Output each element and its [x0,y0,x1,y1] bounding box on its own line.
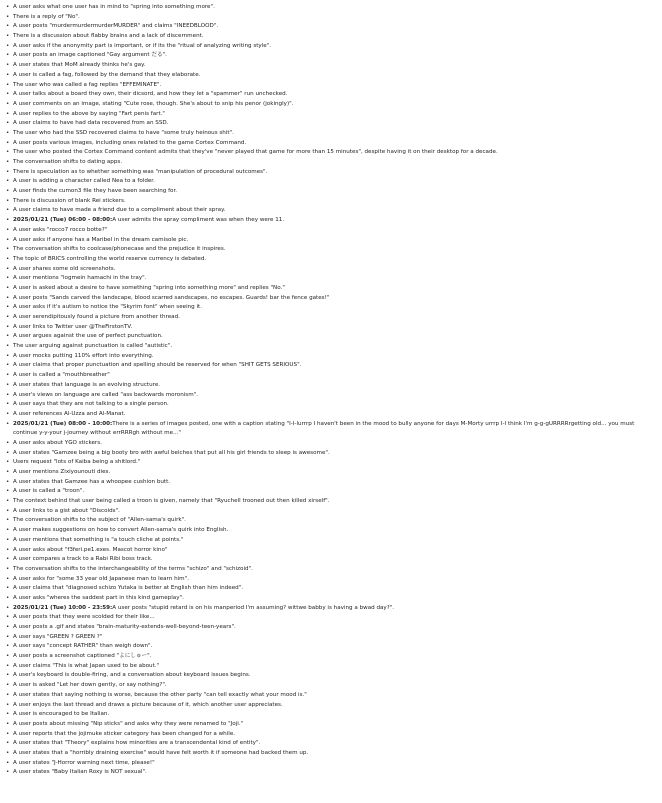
summary-text: A user asks about YGO stickers. [13,439,102,446]
summary-item [6,187,656,197]
summary-item [6,32,656,42]
summary-item [6,623,656,633]
summary-item [6,526,656,536]
summary-item [6,216,656,226]
summary-item [6,265,656,275]
summary-text: A user claims to have had data recovered from an SSD. [13,120,169,127]
summary-item [6,555,656,565]
summary-item [6,565,656,575]
summary-item [6,22,656,32]
summary-item [6,633,656,643]
summary-item [6,42,656,52]
summary-text: A user states that a "horribly draining exercise" would have felt worth it if someone had backed them up. [13,749,309,756]
summary-text: The user arguing against punctuation is called "autistic". [13,343,173,350]
summary-text: A user posts that they were scolded for their like... [13,614,155,621]
summary-item [6,332,656,342]
summary-item [6,497,656,507]
summary-item [6,681,656,691]
summary-item [6,71,656,81]
summary-item [6,177,656,187]
summary-item [6,352,656,362]
summary-item [6,478,656,488]
summary-text: A user claims that "diagnosed schizo Yutaka is better at English than him indeed". [13,585,244,592]
summary-text: A user claims to have made a friend due to a compliment about their spray. [13,207,226,214]
time-range-label: 2025/01/21 (Tue) 10:00 - 23:59: [13,604,113,611]
summary-item [6,100,656,110]
summary-text: A user states "J-Horror warning next time, please!" [13,759,155,766]
summary-text: A user posts a screenshot captioned "よにしゅー". [13,653,152,660]
summary-text: A user posts an image captioned "Gay argument だる". [13,52,167,59]
summary-item [6,110,656,120]
summary-item [6,584,656,594]
summary-text: A user enjoys the last thread and draws a picture because of it, which another user appreciates. [13,701,283,708]
summary-item [6,294,656,304]
summary-text: A user asks "rocco7 rocco botte?" [13,226,108,233]
summary-text: A user references Al-Uzza and Al-Manat. [13,410,126,417]
summary-text: A user is called a "mouthbreather" [13,372,110,379]
summary-text: A user states that Gamzee has a whoopee cushion butt. [13,478,171,485]
summary-item [6,652,656,662]
summary-item [6,391,656,401]
summary-text: Users request "lots of Kaiba being a shitlord." [13,459,141,466]
summary-text: A user comments on an image, stating "Cute rose, though. She's about to snip his penor (jokingly)". [13,100,294,107]
summary-text: A user posts about missing "Nip sticks" and asks why they were renamed to "Joji." [13,720,244,727]
summary-item [6,51,656,61]
summary-text: A user says "GREEN ? GREEN ?" [13,633,103,640]
summary-text: A user states that "Theory" explains how minorities are a transcendental kind of entity". [13,740,261,747]
summary-text: A user asks if it's autism to notice the "Skyrim font" when seeing it. [13,304,203,311]
summary-text: A user posts a .gif and states "brain-maturity-extends-well-beyond-teen-years". [13,624,236,630]
summary-item [6,381,656,391]
summary-item [6,400,656,410]
summary-item [6,701,656,711]
summary-text: A user serendipitously found a picture from another thread. [13,314,180,320]
summary-text: The user who had the SSD recovered claims to have "some truly heinous shit". [13,129,234,136]
summary-text: A user mentions "logmein hamachi in the tray". [13,275,147,282]
summary-item [6,468,656,478]
summary-item [6,371,656,381]
summary-text: A user mocks putting 110% effort into everything. [13,352,154,359]
summary-item [6,662,656,672]
summary-item [6,507,656,517]
summary-text: A user posts "Sands carved the landscape, blood scarred sandscapes, no escapes. Guards! bar the fence gates!" [13,294,330,301]
summary-text: A user compares a track to a Rabi Ribi boss track. [13,556,153,563]
summary-text: The context behind that user being called a troon is given, namely that "Ryuchell trooned out then killed xirself". [13,498,330,505]
summary-text: A user replies to the above by saying "Fart penis fart." [13,110,165,117]
summary-item [6,546,656,556]
summary-item [6,720,656,730]
summary-text: A user reports that the jojimuke sticker category has been changed for a while. [13,730,236,737]
summary-text: A user links to a gist about "Discoids". [13,507,120,514]
summary-text: The user who was called a fag replies "EFFEMINATE". [13,81,162,88]
time-range-label: 2025/01/21 (Tue) 06:00 - 08:00: [13,217,113,224]
summary-text: A user states that saying nothing is worse, because the other party "can tell exactly what your mood is." [13,691,307,698]
summary-item [6,458,656,468]
summary-item [6,759,656,769]
summary-item [6,361,656,371]
summary-item [6,342,656,352]
summary-text: A user states that MoM already thinks he's gay. [13,62,146,69]
summary-text: The topic of BRICS controlling the world reserve currency is debated. [13,255,207,262]
summary-item [6,168,656,178]
summary-text: A user finds the cumon3 file they have been searching for. [13,188,178,195]
summary-item [6,255,656,265]
summary-text: A user shares some old screenshots. [13,265,116,272]
summary-item [6,410,656,420]
summary-item [6,768,656,778]
summary-item [6,3,656,13]
summary-text: A user makes suggestions on how to convert Allen-sama's quirk into English. [13,527,229,534]
summary-item [6,575,656,585]
summary-item [6,206,656,216]
summary-item [6,148,656,158]
summary-text: There is speculation as to whether something was "manipulation of procedural outcomes". [13,168,268,175]
summary-text: A user is called a "troon". [13,488,85,495]
summary-item [6,158,656,168]
summary-item [6,303,656,313]
summary-text: The conversation shifts to coolcase/phonecase and the prejudice it inspires. [13,246,226,253]
summary-text: A user mentions that something is "a touch cliche at points." [13,536,184,543]
time-range-label: 2025/01/21 (Tue) 08:00 - 10:00: [13,420,113,427]
summary-item [6,730,656,740]
summary-text: A user says that they are not talking to a single person. [13,401,169,408]
summary-text: A user is encouraged to be Italian. [13,711,110,718]
summary-item [6,245,656,255]
summary-text: There is a discussion about flabby brains and a lack of discernment. [13,33,204,40]
summary-item [6,604,656,614]
summary-item [6,226,656,236]
summary-text: A user asks "wheres the saddest part in this kind gameplay". [13,594,184,601]
summary-item [6,323,656,333]
summary-text: A user asks for "some 33 year old Japanese man to learn him". [13,575,189,582]
summary-item [6,119,656,129]
summary-item [6,197,656,207]
summary-text: There is discussion of blank Rei stickers. [13,197,126,204]
summary-text: A user claims that proper punctuation and spelling should be reserved for when "SHIT GETS SERIOUS". [13,362,302,369]
summary-text: A user is adding a character called Nea to a folder. [13,178,155,185]
summary-text: A user posts various images, including ones related to the game Cortex Command. [13,139,247,146]
summary-text: The conversation shifts to the interchangeability of the terms "schizo" and "schizoid". [13,565,253,572]
summary-item [6,487,656,497]
summary-item [6,129,656,139]
summary-item [6,671,656,681]
summary-text: A user asks if anyone has a Maribel in the dream camisole pic. [13,236,189,243]
summary-item [6,613,656,623]
summary-item [6,642,656,652]
summary-text: A user states "Gamzee being a big booty bro with awful belches that put all his girl friends to sleep is awesome". [13,449,330,456]
summary-text: A user says "concept RATHER" than weigh down". [13,643,153,650]
summary-text: A user argues against the use of perfect punctuation. [13,333,163,340]
summary-item [6,313,656,323]
summary-item [6,284,656,294]
summary-text: A user talks about a board they own, their dicsord, and how they let a "spammer" run unchecked. [13,91,288,98]
summary-text: A user links to Twitter user @TheFirstonTV. [13,323,133,330]
summary-item [6,90,656,100]
summary-text: A user states that language is an evolving structure. [13,381,161,388]
summary-text: A user mentions Zixiyounouti dies. [13,469,111,475]
summary-item [6,81,656,91]
summary-item [6,449,656,459]
summary-text: There is a series of images posted, one with a caption stating "I-I-lurrrp I haven't been in the mood to bully anyone for days M-Morty urrrp I-I think I'm g-g-gURRRRrgetting old... you must continue y-y-your j-journey without errRRRgh without me..." [13,420,635,437]
summary-text: A user's views on language are called "ass backwards moronism". [13,391,199,398]
summary-text: A user posts "stupid retard is on his manperiod I'm assuming? wittwe babby is having a bwad day?". [112,604,395,611]
summary-item [6,61,656,71]
summary-text: There is a reply of "No". [13,13,80,20]
summary-text: A user states "Baby Italian Roxy is NOT sexual". [13,769,147,776]
summary-text: A user's keyboard is double-firing, and a conversation about keyboard issues begins. [13,672,251,679]
summary-item [6,274,656,284]
summary-text: A user is asked "Let her down gently, or say nothing?". [13,682,167,689]
summary-item [6,691,656,701]
summary-item [6,749,656,759]
summary-text: A user claims "This is what Japan used to be about." [13,662,160,669]
summary-text: The user who posted the Cortex Command content admits that they've "never played that game for more than 15 minutes", despite having it on their desktop for a decade. [13,149,498,156]
summary-item [6,13,656,23]
summary-item [6,739,656,749]
summary-item [6,420,656,439]
summary-text: A user asks if the anonymity part is important, or if its the "ritual of analyzing writing style". [13,42,272,49]
summary-item [6,594,656,604]
summary-text: A user is called a fag, followed by the demand that they elaborate. [13,71,201,78]
summary-item [6,536,656,546]
summary-item [6,439,656,449]
summary-text: A user asks about "f3feri.pe1.exes. Mascot horror kino" [13,546,168,553]
summary-text: The conversation shifts to the subject of "Allen-sama's quirk". [13,517,186,524]
summary-item [6,139,656,149]
summary-text: A user admits the spray compliment was when they were 11. [112,217,285,224]
summary-text: A user asks what one user has in mind to "spring into something more". [13,4,215,10]
summary-text: A user posts "murdermurdermurderMURDER" and claims "INEEDBLOOD". [13,23,219,30]
summary-item [6,516,656,526]
summary-item [6,236,656,246]
summary-text: A user is asked about a desire to have something "spring into something more" and replies "No." [13,284,285,291]
summary-item [6,710,656,720]
summary-text: The conversation shifts to dating apps. [13,159,123,165]
